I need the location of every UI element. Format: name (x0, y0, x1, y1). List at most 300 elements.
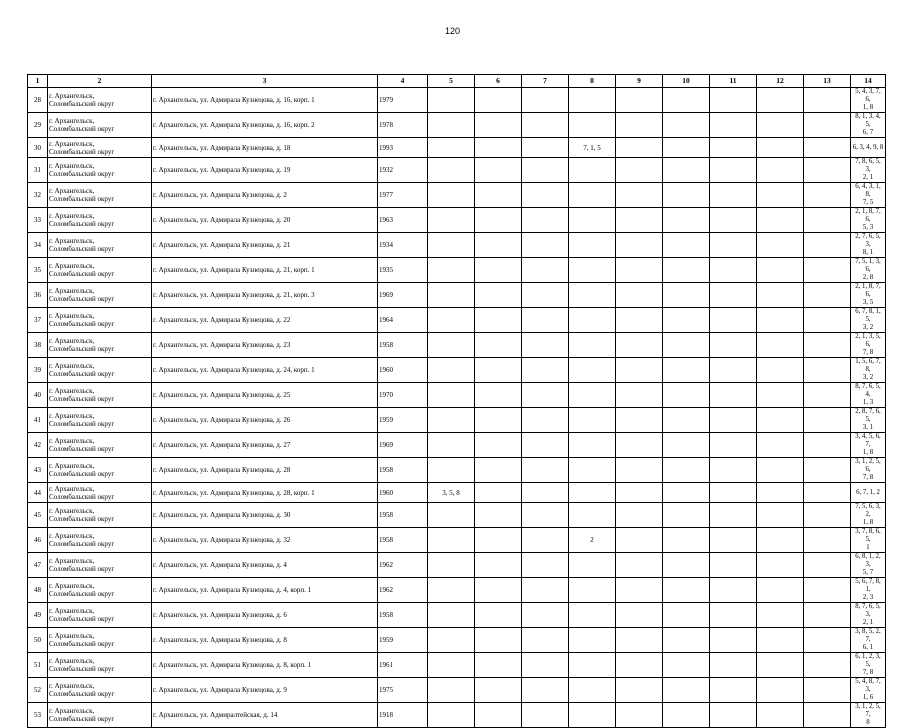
col13-cell (804, 183, 851, 208)
col9-cell (616, 183, 663, 208)
cell-l1: 7, 8, 6, 5, 3, (855, 158, 881, 173)
cell-d2: Соломбальский округ (49, 395, 115, 403)
col5-cell (428, 503, 475, 528)
col8-cell (569, 603, 616, 628)
cell-d1: г. Архангельск, (49, 387, 95, 395)
address-cell (152, 408, 378, 433)
year-cell (378, 528, 428, 553)
col6-cell (475, 433, 522, 458)
address-cell (152, 258, 378, 283)
col9-cell (616, 113, 663, 138)
cell-n: 44 (34, 488, 41, 497)
col13-cell (804, 483, 851, 503)
col5-cell (428, 483, 475, 503)
year-cell (378, 458, 428, 483)
col13-cell (804, 678, 851, 703)
col10-cell (663, 208, 710, 233)
cell-l1: 6, 7, 8, 1, 5, (855, 308, 881, 323)
col11-cell (710, 703, 757, 728)
col9-cell (616, 578, 663, 603)
cell-addr: г. Архангельск, ул. Адмирала Кузнецова, д. 4, корп. 1 (153, 586, 312, 594)
address-cell (152, 553, 378, 578)
col7-cell (522, 678, 569, 703)
col9-cell (616, 603, 663, 628)
col11-cell (710, 458, 757, 483)
cell-l1: 1, 5, 6, 7, 8, (855, 358, 881, 373)
col5-cell (428, 113, 475, 138)
address-cell (152, 503, 378, 528)
col14-cell (851, 158, 886, 183)
col9-cell (616, 358, 663, 383)
header-cell-11: 11 (710, 75, 757, 88)
district-cell (48, 553, 152, 578)
address-cell (152, 678, 378, 703)
col9-cell (616, 258, 663, 283)
row-number (28, 258, 48, 283)
col13-cell (804, 158, 851, 183)
col7-cell (522, 158, 569, 183)
cell-l1: 6, 8, 1, 2, 3, (855, 553, 881, 568)
cell-d2: Соломбальский округ (49, 565, 115, 573)
col5-cell (428, 208, 475, 233)
col14-cell (851, 528, 886, 553)
col9-cell (616, 653, 663, 678)
cell-addr: г. Архангельск, ул. Адмирала Кузнецова, д. 28, корп. 1 (153, 488, 315, 497)
cell-d2: Соломбальский округ (49, 690, 115, 698)
col13-cell (804, 628, 851, 653)
address-cell (152, 628, 378, 653)
col10-cell (663, 308, 710, 333)
cell-d1: г. Архангельск, (49, 412, 95, 420)
header-cell-2: 2 (48, 75, 152, 88)
address-cell (152, 113, 378, 138)
col12-cell (757, 578, 804, 603)
col9-cell (616, 158, 663, 183)
col9-cell (616, 283, 663, 308)
cell-year: 1958 (379, 611, 393, 619)
cell-d2: Соломбальский округ (49, 590, 115, 598)
col10-cell (663, 578, 710, 603)
col14-cell (851, 308, 886, 333)
col10-cell (663, 653, 710, 678)
col6-cell (475, 703, 522, 728)
row-number (28, 503, 48, 528)
col12-cell (757, 553, 804, 578)
col6-cell (475, 113, 522, 138)
cell-n: 43 (34, 466, 41, 474)
year-cell (378, 383, 428, 408)
col8-cell (569, 703, 616, 728)
cell-n: 29 (34, 121, 41, 129)
col9-cell (616, 483, 663, 503)
col13-cell (804, 433, 851, 458)
col7-cell (522, 208, 569, 233)
col7-cell (522, 233, 569, 258)
col8-cell (569, 628, 616, 653)
address-cell (152, 358, 378, 383)
col7-cell (522, 628, 569, 653)
year-cell (378, 433, 428, 458)
cell-l1: 7, 5, 6, 3, 2, (855, 503, 881, 518)
year-cell (378, 358, 428, 383)
cell-d2: Соломбальский округ (49, 640, 115, 648)
cell-d1: г. Архангельск, (49, 557, 95, 565)
col5-cell (428, 88, 475, 113)
cell-l1: 7, 5, 1, 3, 6, (855, 258, 881, 273)
col8-cell (569, 383, 616, 408)
cell-l2: 5, 3 (862, 224, 874, 231)
col11-cell (710, 483, 757, 503)
col5-cell (428, 628, 475, 653)
col12-cell (757, 503, 804, 528)
col13-cell (804, 88, 851, 113)
cell-addr: г. Архангельск, ул. Адмирала Кузнецова, д. 2 (153, 191, 287, 199)
col11-cell (710, 333, 757, 358)
col6-cell (475, 283, 522, 308)
cell-d2: Соломбальский округ (49, 195, 115, 203)
col12-cell (757, 458, 804, 483)
col9-cell (616, 408, 663, 433)
col12-cell (757, 208, 804, 233)
col14-cell (851, 283, 886, 308)
cell-n: 50 (34, 636, 41, 644)
col5-cell (428, 183, 475, 208)
address-cell (152, 208, 378, 233)
header-cell-5: 5 (428, 75, 475, 88)
address-cell (152, 383, 378, 408)
cell-d2: Соломбальский округ (49, 715, 115, 723)
col6-cell (475, 88, 522, 113)
col9-cell (616, 433, 663, 458)
cell-l2: 7, 8 (862, 669, 874, 676)
district-cell (48, 358, 152, 383)
cell-n: 51 (34, 661, 41, 669)
cell-addr: г. Архангельск, ул. Адмирала Кузнецова, д. 32 (153, 536, 291, 544)
col13-cell (804, 703, 851, 728)
cell-addr: г. Архангельск, ул. Адмирала Кузнецова, д. 30 (153, 511, 291, 519)
year-cell (378, 628, 428, 653)
cell-n: 35 (34, 266, 41, 274)
cell-d2: Соломбальский округ (49, 615, 115, 623)
address-cell (152, 138, 378, 158)
cell-n: 41 (34, 416, 41, 424)
col11-cell (710, 183, 757, 208)
col9-cell (616, 458, 663, 483)
col12-cell (757, 628, 804, 653)
col6-cell (475, 183, 522, 208)
cell-l1: 8, 7, 6, 5, 4, (855, 383, 881, 398)
table-row (28, 183, 886, 208)
cell-l1: 6, 7, 1, 2 (856, 488, 880, 496)
cell-l1: 2, 7, 6, 5, 3, (855, 233, 881, 248)
col13-cell (804, 113, 851, 138)
col10-cell (663, 233, 710, 258)
col5-cell (428, 233, 475, 258)
year-cell (378, 653, 428, 678)
year-cell (378, 333, 428, 358)
cell-l2: 6, 1 (862, 644, 874, 651)
cell-d1: г. Архангельск, (49, 92, 95, 100)
cell-l1: 6, 4, 3, 1, 8, (855, 183, 881, 198)
col14-cell (851, 553, 886, 578)
cell-n: 45 (34, 511, 41, 519)
cell-l2: 1 (866, 544, 870, 551)
district-cell (48, 458, 152, 483)
cell-l2: 6, 7 (862, 129, 874, 136)
col10-cell (663, 483, 710, 503)
col5-cell (428, 578, 475, 603)
cell-d1: г. Архангельск, (49, 362, 95, 370)
table-row (28, 408, 886, 433)
table-row (28, 628, 886, 653)
cell-year: 1934 (379, 241, 393, 249)
cell-d2: Соломбальский округ (49, 320, 115, 328)
col5-cell (428, 408, 475, 433)
cell-year: 1960 (379, 488, 393, 497)
col7-cell (522, 603, 569, 628)
col8-cell (569, 283, 616, 308)
col10-cell (663, 333, 710, 358)
cell-year: 1959 (379, 636, 393, 644)
col10-cell (663, 358, 710, 383)
header-cell-12: 12 (757, 75, 804, 88)
address-cell (152, 308, 378, 333)
col10-cell (663, 383, 710, 408)
col9-cell (616, 233, 663, 258)
address-cell (152, 233, 378, 258)
cell-addr: г. Архангельск, ул. Адмиралтейская, д. 14 (153, 711, 278, 719)
year-cell (378, 483, 428, 503)
row-number (28, 703, 48, 728)
cell-year: 1977 (379, 191, 393, 199)
col5-cell (428, 458, 475, 483)
district-cell (48, 283, 152, 308)
address-cell (152, 183, 378, 208)
cell-d1: г. Архангельск, (49, 212, 95, 220)
cell-d1: г. Архангельск, (49, 707, 95, 715)
col7-cell (522, 408, 569, 433)
cell-addr: г. Архангельск, ул. Адмирала Кузнецова, д. 6 (153, 611, 287, 619)
cell-year: 1970 (379, 391, 393, 399)
district-cell (48, 503, 152, 528)
col13-cell (804, 138, 851, 158)
district-cell (48, 208, 152, 233)
row-number (28, 433, 48, 458)
table-row (28, 433, 886, 458)
cell-year: 1964 (379, 316, 393, 324)
address-cell (152, 528, 378, 553)
cell-d1: г. Архангельск, (49, 117, 95, 125)
col10-cell (663, 703, 710, 728)
cell-year: 1963 (379, 216, 393, 224)
col14-cell (851, 603, 886, 628)
address-cell (152, 653, 378, 678)
year-cell (378, 208, 428, 233)
col13-cell (804, 308, 851, 333)
cell-n: 31 (34, 166, 41, 174)
col7-cell (522, 258, 569, 283)
col12-cell (757, 138, 804, 158)
col9-cell (616, 333, 663, 358)
col14-cell (851, 383, 886, 408)
cell-n: 32 (34, 191, 41, 199)
col13-cell (804, 503, 851, 528)
col11-cell (710, 678, 757, 703)
cell-d2: Соломбальский округ (49, 245, 115, 253)
cell-d2: Соломбальский округ (49, 470, 115, 478)
cell-d1: г. Архангельск, (49, 312, 95, 320)
address-cell (152, 283, 378, 308)
table-row (28, 358, 886, 383)
col5-cell (428, 283, 475, 308)
cell-d2: Соломбальский округ (49, 345, 115, 353)
cell-addr: г. Архангельск, ул. Адмирала Кузнецова, д. 4 (153, 561, 287, 569)
col6-cell (475, 358, 522, 383)
cell-n: 46 (34, 536, 41, 544)
cell-d2: Соломбальский округ (49, 100, 115, 108)
cell-d1: г. Архангельск, (49, 337, 95, 345)
cell-d1: г. Архангельск, (49, 607, 95, 615)
cell-l2: 3, 1 (862, 424, 874, 431)
table-row (28, 88, 886, 113)
col14-cell (851, 333, 886, 358)
col11-cell (710, 113, 757, 138)
col11-cell (710, 503, 757, 528)
col8-cell (569, 458, 616, 483)
col12-cell (757, 358, 804, 383)
cell-year: 1932 (379, 166, 393, 174)
col7-cell (522, 553, 569, 578)
table-row (28, 553, 886, 578)
col12-cell (757, 433, 804, 458)
col11-cell (710, 408, 757, 433)
col9-cell (616, 528, 663, 553)
cell-addr: г. Архангельск, ул. Адмирала Кузнецова, д. 23 (153, 341, 291, 349)
col5-cell (428, 138, 475, 158)
cell-d2: Соломбальский округ (49, 125, 115, 133)
col8-cell (569, 113, 616, 138)
cell-d1: г. Архангельск, (49, 682, 95, 690)
row-number (28, 358, 48, 383)
cell-l1: 3, 7, 8, 6, 5, (855, 528, 881, 543)
col10-cell (663, 158, 710, 183)
col10-cell (663, 503, 710, 528)
cell-l2: 3, 2 (862, 324, 874, 331)
district-cell (48, 233, 152, 258)
table-row (28, 703, 886, 728)
district-cell (48, 183, 152, 208)
cell-l2: 3, 5 (862, 299, 874, 306)
col6-cell (475, 653, 522, 678)
col6-cell (475, 233, 522, 258)
cell-l1: 2, 1, 3, 5, 6, (855, 333, 881, 348)
col10-cell (663, 603, 710, 628)
col9-cell (616, 628, 663, 653)
col5-cell (428, 528, 475, 553)
cell-addr: г. Архангельск, ул. Адмирала Кузнецова, д. 16, корп. 1 (153, 96, 315, 104)
cell-d1: г. Архангельск, (49, 437, 95, 445)
row-number (28, 578, 48, 603)
table-row (28, 283, 886, 308)
col12-cell (757, 113, 804, 138)
col11-cell (710, 358, 757, 383)
cell-d2: Соломбальский округ (49, 220, 115, 228)
col6-cell (475, 458, 522, 483)
address-cell (152, 433, 378, 458)
col14-cell (851, 578, 886, 603)
col7-cell (522, 483, 569, 503)
col8-cell (569, 88, 616, 113)
col8-cell (569, 258, 616, 283)
col5-cell (428, 333, 475, 358)
col5-cell (428, 678, 475, 703)
col7-cell (522, 578, 569, 603)
cell-d1: г. Архангельск, (49, 187, 95, 195)
district-cell (48, 333, 152, 358)
col8-cell (569, 408, 616, 433)
cell-d1: г. Архангельск, (49, 237, 95, 245)
col14-cell (851, 113, 886, 138)
address-cell (152, 603, 378, 628)
cell-year: 1960 (379, 366, 393, 374)
district-cell (48, 308, 152, 333)
address-cell (152, 158, 378, 183)
cell-l1: 8, 7, 6, 5, 3, (855, 603, 881, 618)
cell-addr: г. Архангельск, ул. Адмирала Кузнецова, д. 22 (153, 316, 291, 324)
row-number (28, 113, 48, 138)
col13-cell (804, 283, 851, 308)
table-row (28, 603, 886, 628)
col5-cell (428, 653, 475, 678)
col10-cell (663, 283, 710, 308)
table-row (28, 483, 886, 503)
cell-l1: 3, 1, 2, 5, 7, (855, 703, 881, 718)
col8-cell (569, 208, 616, 233)
col11-cell (710, 158, 757, 183)
year-cell (378, 183, 428, 208)
cell-addr: г. Архангельск, ул. Адмирала Кузнецова, д. 24, корп. 1 (153, 366, 315, 374)
col7-cell (522, 88, 569, 113)
col14-cell (851, 138, 886, 158)
col6-cell (475, 678, 522, 703)
col11-cell (710, 383, 757, 408)
col7-cell (522, 183, 569, 208)
year-cell (378, 553, 428, 578)
col5-cell (428, 358, 475, 383)
col10-cell (663, 553, 710, 578)
cell-l2: 7, 8 (862, 474, 874, 481)
col14-cell (851, 678, 886, 703)
col13-cell (804, 383, 851, 408)
district-cell (48, 528, 152, 553)
header-cell-9: 9 (616, 75, 663, 88)
cell-d2: Соломбальский округ (49, 665, 115, 673)
year-cell (378, 233, 428, 258)
year-cell (378, 503, 428, 528)
year-cell (378, 258, 428, 283)
col7-cell (522, 653, 569, 678)
col6-cell (475, 333, 522, 358)
cell-addr: г. Архангельск, ул. Адмирала Кузнецова, д. 19 (153, 166, 291, 174)
col8-cell (569, 183, 616, 208)
cell-l1: 2, 1, 8, 7, 6, (855, 283, 881, 298)
cell-addr: г. Архангельск, ул. Адмирала Кузнецова, д. 8 (153, 636, 287, 644)
table-row (28, 233, 886, 258)
district-cell (48, 628, 152, 653)
col8-cell (569, 483, 616, 503)
cell-d2: Соломбальский округ (49, 445, 115, 453)
col8-cell (569, 358, 616, 383)
